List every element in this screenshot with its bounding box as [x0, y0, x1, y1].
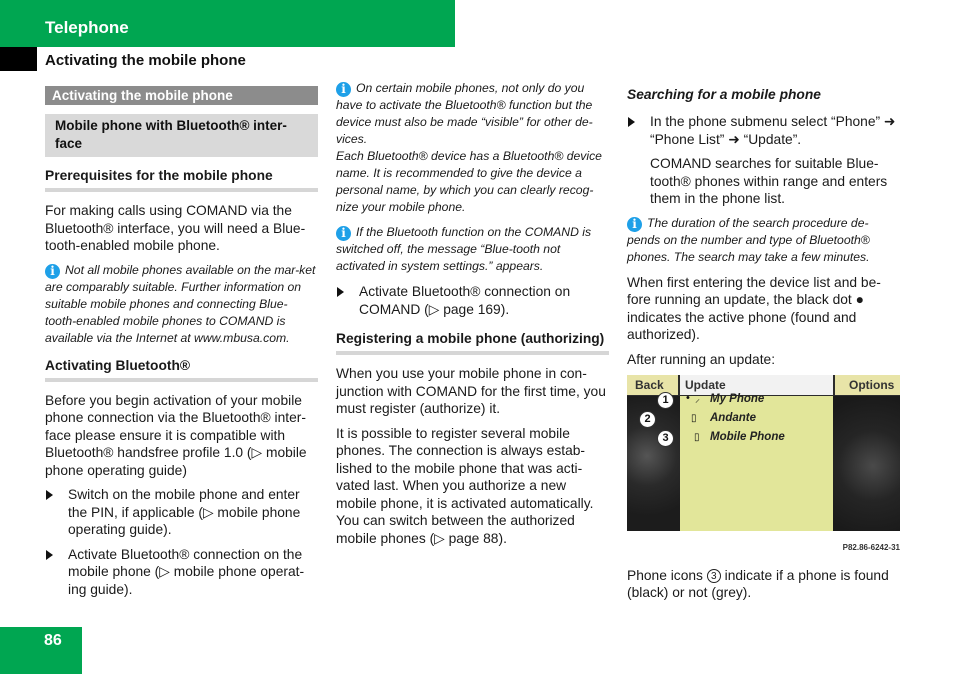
prereq-note: i Not all mobile phones available on the mar-ket are comparably suitable. Further information on suitable mobile phones and connecting Blue-tooth-enabled mobile phones to COMAND is available via the Internet at www.mbusa.com.	[45, 262, 316, 345]
register-text-2: It is possible to register several mobile phones. The connection is always estab-lished to the mobile phone that was acti-vated last. When you authorize a new mobile phone, it is activated automatically. You can switch between the authorized mobile phones (▷ page 88).	[336, 425, 594, 546]
search-note: i The duration of the search procedure de-pends on the number and type of Bluetooth® phones. The search may take a few minutes.	[627, 215, 870, 264]
page-number-box	[0, 627, 82, 674]
list-item: My Phone	[710, 393, 765, 405]
phone-grey-icon: ▯	[691, 413, 697, 424]
register-text: When you use your mobile phone in con-junction with COMAND for the first time, you must register (authorize) it.	[336, 366, 606, 416]
info-icon: i	[336, 82, 351, 97]
back-softkey: Back	[627, 375, 678, 395]
triangle-bullet-icon	[46, 550, 53, 560]
figure-caption: P82.86-6242-31	[842, 543, 900, 552]
callout-2: 2	[639, 411, 656, 428]
after-update-text: After running an update:	[627, 351, 776, 367]
search-text: COMAND searches for suitable Blue-tooth® phones within range and enters them in the phone list.	[650, 156, 888, 206]
callout-ref: 3	[707, 569, 721, 583]
phone-icons-text: Phone icons 3 indicate if a phone is found (black) or not (grey).	[627, 567, 889, 600]
list-item: Andante	[710, 412, 756, 424]
triangle-bullet-icon	[628, 117, 635, 127]
bt-off-note: i If the Bluetooth function on the COMAND is switched off, the message “Blue-tooth not activated in system settings.” appears.	[336, 225, 592, 273]
list-item: In the phone submenu select “Phone” ➜ “Phone List” ➜ “Update”.	[627, 113, 900, 148]
list-item: Switch on the mobile phone and enter the PIN, if applicable (▷ mobile phone operating guide).	[45, 486, 318, 539]
options-softkey: Options	[835, 375, 900, 395]
register-heading: Registering a mobile phone (authorizing)	[336, 330, 609, 355]
list-item: Activate Bluetooth® connection on the mobile phone (▷ mobile phone operat-ing guide).	[45, 546, 318, 599]
info-icon: i	[627, 217, 642, 232]
column-middle	[336, 80, 609, 554]
bt-text: Before you begin activation of your mobile phone connection via the Bluetooth® inter-face please ensure it is compatible with Bluetooth® handsfree profile 1.0 (▷ mobile phone operating guide)	[45, 392, 307, 478]
list-item: Mobile Phone	[710, 431, 785, 443]
page-number: 86	[44, 632, 62, 649]
prereq-text: For making calls using COMAND via the Bluetooth® interface, you will need a Blue-tooth-enabled mobile phone.	[45, 203, 306, 253]
search-heading: Searching for a mobile phone	[627, 87, 821, 102]
phone-black-icon: ⸝	[695, 394, 700, 405]
comand-screenshot	[627, 375, 900, 538]
control-knob-right	[833, 396, 900, 531]
info-icon: i	[45, 264, 60, 279]
list-item: Activate Bluetooth® connection on COMAND (▷ page 169).	[336, 283, 609, 318]
section-bar: Activating the mobile phone	[45, 86, 318, 105]
info-icon: i	[336, 226, 351, 241]
visibility-note: i On certain mobile phones, not only do you have to activate the Bluetooth® function but the device must also be made “visible” for other de-vices.	[336, 81, 593, 146]
phone-grey-icon: ▯	[694, 432, 700, 443]
update-title: Update	[680, 375, 833, 395]
subsection-bar: Mobile phone with Bluetooth® inter-face	[45, 114, 318, 157]
page-title: Telephone	[45, 18, 129, 37]
callout-1: 1	[657, 392, 674, 409]
device-name-note: Each Bluetooth® device has a Bluetooth® device name. It is recommended to give the device a personal name, by which you can clearly recog-nize your mobile phone.	[336, 149, 602, 214]
callout-3: 3	[657, 430, 674, 447]
section-tab	[0, 47, 37, 71]
active-dot-icon: •	[686, 392, 690, 404]
column-left	[45, 86, 318, 605]
column-right	[627, 80, 900, 609]
page-subtitle: Activating the mobile phone	[45, 52, 246, 69]
phone-list	[680, 396, 833, 531]
prereq-heading: Prerequisites for the mobile phone	[45, 167, 318, 192]
bt-heading: Activating Bluetooth®	[45, 357, 318, 382]
device-list-text: When first entering the device list and be-fore running an update, the black dot ● indicates the active phone (found and authorized).	[627, 274, 881, 342]
triangle-bullet-icon	[46, 490, 53, 500]
triangle-bullet-icon	[337, 287, 344, 297]
